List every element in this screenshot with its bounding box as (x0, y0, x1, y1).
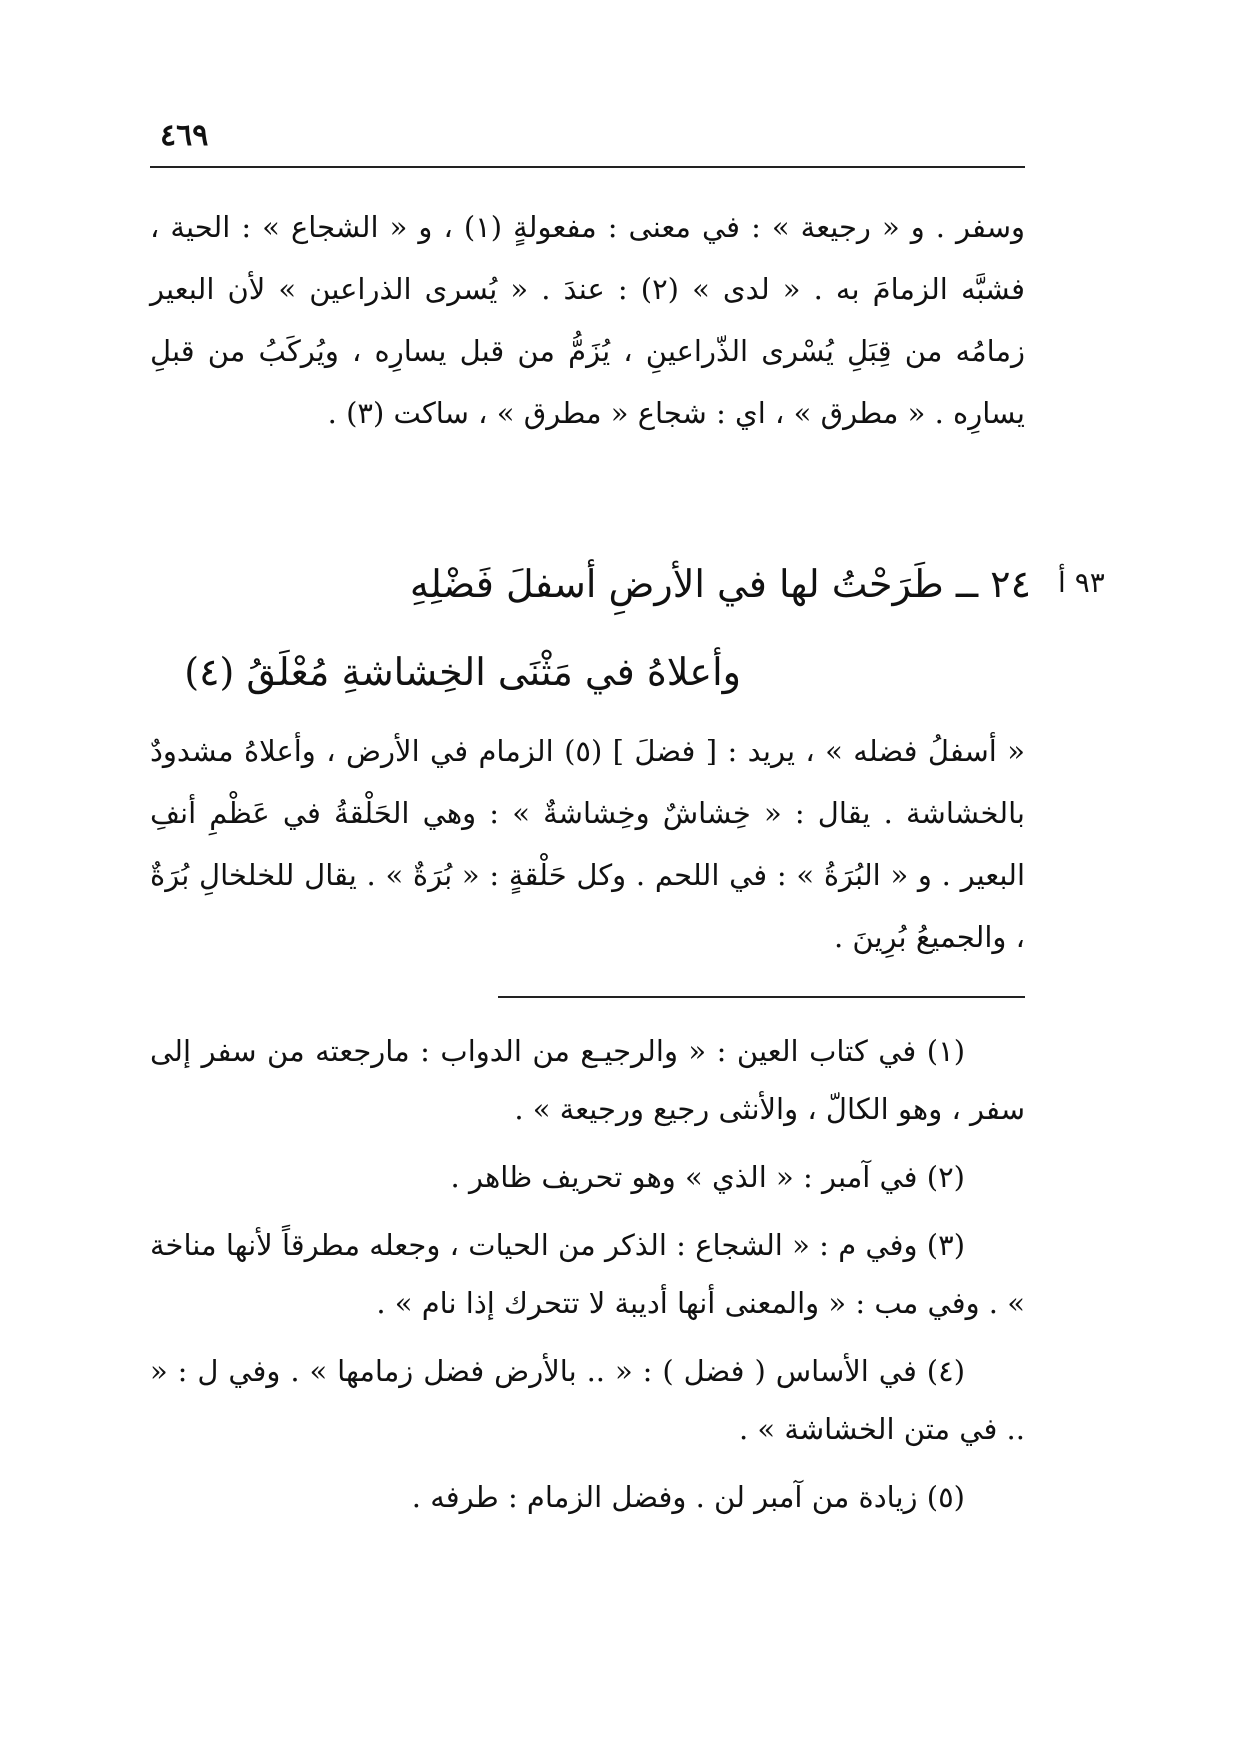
footnote-number: (١) (926, 1034, 966, 1068)
header-divider (150, 166, 1025, 168)
margin-folio-reference: ٩٣ أ (1058, 566, 1105, 599)
footnote-text: وفي م : « الشجاع : الذكر من الحيات ، وجعله مطرقاً لأنها مناخة » . وفي مب : « والمعنى أنها أديبة لا تتحرك إذا نام » . (150, 1228, 1025, 1320)
footnotes (150, 1022, 1025, 1536)
footnote-text: في كتاب العين : « والرجيـع من الدواب : مارجعته من سفر إلى سفر ، وهو الكالّ ، والأنثى رجيع ورجيعة » . (150, 1034, 1025, 1126)
footnote-number: (٥) (926, 1480, 965, 1514)
footnote-text: زيادة من آمبر لن . وفضل الزمام : طرفه . (411, 1480, 918, 1514)
footnote-divider (498, 996, 1025, 998)
footnote-4 (150, 1342, 1025, 1458)
footnote-2 (150, 1148, 1025, 1206)
footnote-number: (٤) (926, 1354, 966, 1388)
commentary-top: وسفر . و « رجيعة » : في معنى : مفعولةٍ (١) ، و « الشجاع » : الحية ، فشبَّه الزمامَ به . « لدى » (٢) : عندَ . « يُسرى الذراعين » لأن البعير زمامُه من قِبَلِ يُسْرى الذّراعينِ ، يُزَمُّ من قبل يسارِه ، ويُركَبُ من قبلِ يسارِه . « مطرق » ، اي : شجاع « مطرق » ، ساكت (٣) . (150, 210, 1026, 430)
verse-line-1: ٢٤ ــ طَرَحْتُ لها في الأرضِ أسفلَ فَضْلِهِ (409, 562, 1031, 606)
verse-line-2: وأعلاهُ في مَثْنَى الخِشاشةِ مُعْلَقُ (٤) (184, 650, 741, 694)
commentary-bottom: « أسفلُ فضله » ، يريد : [ فضلَ ] (٥) الزمام في الأرض ، وأعلاهُ مشدودٌ بالخشاشة . يقال : « خِشاشٌ وخِشاشةٌ » : وهي الحَلْقةُ في عَظْمِ أنفِ البعير . و « البُرَةُ » : في اللحم . وكل حَلْقةٍ : « بُرَةٌ » . يقال للخلخالِ بُرَةٌ ، والجميعُ بُرِينَ . (150, 734, 1025, 954)
footnote-text: في آمبر : « الذي » وهو تحريف ظاهر . (450, 1160, 918, 1194)
footnote-number: (٢) (926, 1160, 965, 1194)
footnote-text: في الأساس ( فضل ) : « .. بالأرض فضل زمامها » . وفي ل : « .. في متن الخشاشة » . (150, 1354, 1025, 1446)
footnote-1 (150, 1022, 1025, 1138)
footnote-3 (150, 1216, 1025, 1332)
page-number: ٤٦٩ (160, 118, 209, 153)
footnote-number: (٣) (926, 1228, 966, 1262)
footnote-5 (150, 1468, 1025, 1526)
